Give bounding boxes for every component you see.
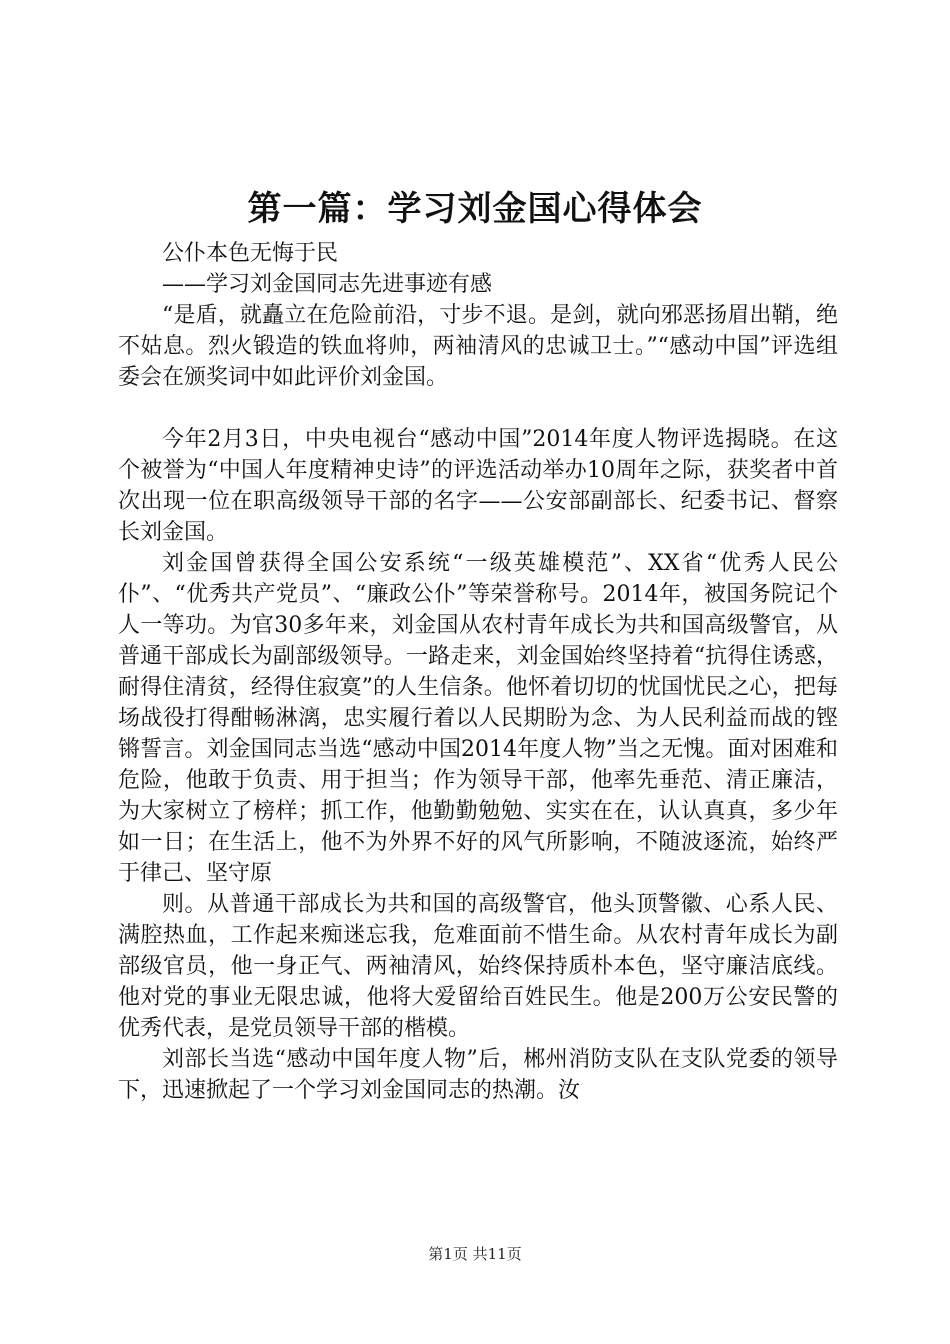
paragraph-4: 则。从普通干部成长为共和国的高级警官，他头顶警徽、心系人民、满腔热血，工作起来痴迷忘我，危难面前不惜生命。从农村青年成长为副部级官员，他一身正气、两袖清风，始终保持质朴本色，坚守廉洁底线。他对党的事业无限忠诚，他将大爱留给百姓民生。他是200万公安民警的优秀代表，是党员领导干部的楷模。 <box>118 892 838 1041</box>
subheading: ——学习刘金国同志先进事迹有感 <box>162 272 493 297</box>
paragraph-5: 刘部长当选“感动中国年度人物”后，郴州消防支队在支队党委的领导下，迅速掀起了一个学习刘金国同志的热潮。汝 <box>118 1047 838 1103</box>
paragraph-3: 刘金国曾获得全国公安系统“一级英雄模范”、XX省“优秀人民公仆”、“优秀共产党员”、“廉政公仆”等荣誉称号。2014年，被国务院记个人一等功。为官30多年来，刘金国从农村青年成长为共和国高级警官，从普通干部成长为副部级领导。一路走来，刘金国始终坚持着“抗得住诱惑，耐得住清贫，经得住寂寞”的人生信条。他怀着切切的忧国忧民之心，把每场战役打得酣畅淋漓，忠实履行着以人民期盼为念、为人民利益而战的铿锵誓言。刘金国同志当选“感动中国2014年度人物”当之无愧。面对困难和危险，他敢于负责、用于担当；作为领导干部，他率先垂范、清正廉洁，为大家树立了榜样；抓工作，他勤勤勉勉、实实在在，认认真真，多少年如一日；在生活上，他不为外界不好的风气所影响，不随波逐流，始终严于律己、坚守原 <box>118 551 838 886</box>
document-body <box>118 238 838 1106</box>
paragraph-spacer <box>118 393 838 424</box>
document-title: 第一篇：学习刘金国心得体会 <box>247 189 703 229</box>
page-footer: 第1页 共11页 <box>428 1245 522 1263</box>
subtitle: 公仆本色无悔于民 <box>162 241 339 266</box>
paragraph-1: “是盾，就矗立在危险前沿，寸步不退。是剑，就向邪恶扬眉出鞘，绝不姑息。烈火锻造的铁血将帅，两袖清风的忠诚卫士。”“感动中国”评选组委会在颁奖词中如此评价刘金国。 <box>118 303 838 390</box>
paragraph-2: 今年2月3日，中央电视台“感动中国”2014年度人物评选揭晓。在这个被誉为“中国人年度精神史诗”的评选活动举办10周年之际，获奖者中首次出现一位在职高级领导干部的名字——公安部副部长、纪委书记、督察长刘金国。 <box>118 427 838 545</box>
